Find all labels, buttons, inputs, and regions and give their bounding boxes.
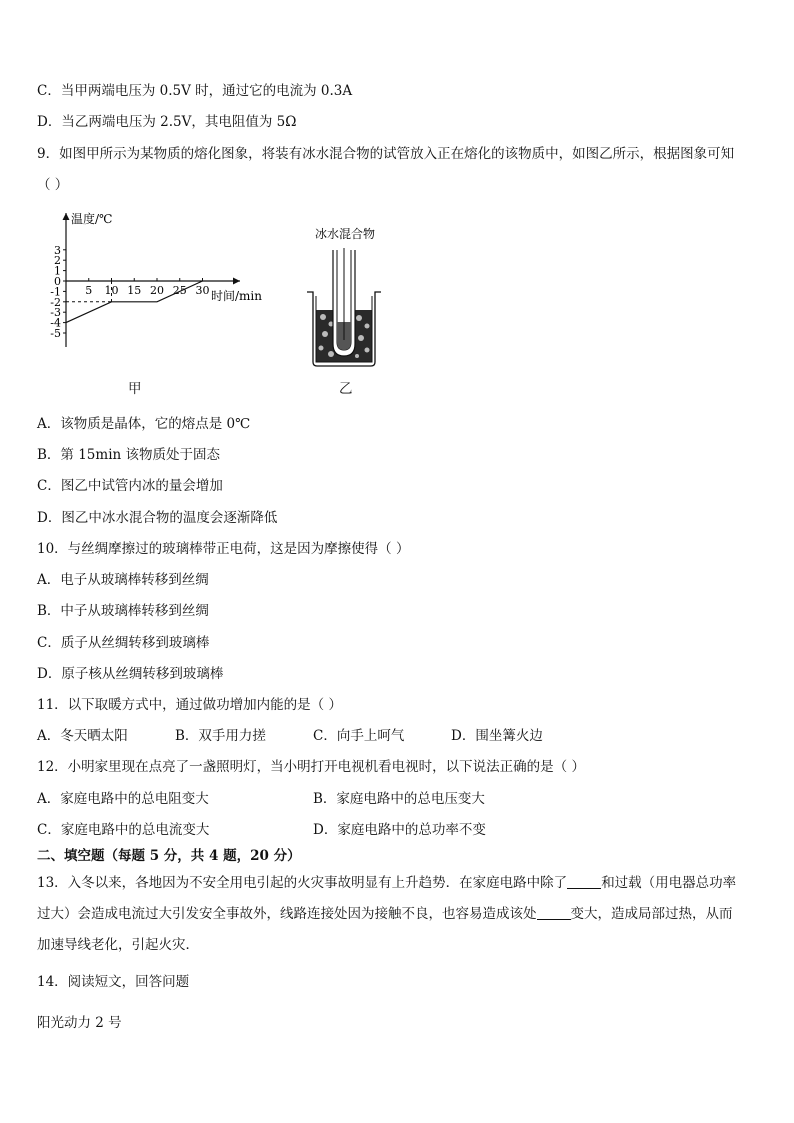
y-tick-label: 3 <box>54 243 61 257</box>
q9-stem: 9．如图甲所示为某物质的熔化图象，将装有冰水混合物的试管放入正在熔化的该物质中，如图乙所示，根据图象可知 <box>37 146 735 162</box>
q11-option-a: A．冬天晒太阳 <box>37 728 128 744</box>
x-tick-label: 10 <box>104 284 119 297</box>
x-tick-label: 25 <box>172 284 187 297</box>
x-axis-label: 时间/min <box>211 289 262 303</box>
q12-option-b: B．家庭电路中的总电压变大 <box>313 791 485 807</box>
beaker-figure <box>295 222 395 370</box>
y-tick-label: -4 <box>50 316 61 330</box>
q10-stem: 10．与丝绸摩擦过的玻璃棒带正电荷，这是因为摩擦使得（ ） <box>37 541 410 557</box>
q13-line3: 加速导线老化，引起火灾． <box>37 937 199 953</box>
beaker-label: 冰水混合物 <box>314 227 376 241</box>
q13-blank-2[interactable] <box>537 905 571 920</box>
q13-line1 <box>37 874 736 892</box>
y-tick-label: -3 <box>50 306 61 320</box>
y-tick-label: 0 <box>54 275 61 288</box>
q11-option-b: B．双手用力搓 <box>175 728 266 744</box>
q9-option-c: C．图乙中试管内冰的量会增加 <box>37 478 223 494</box>
figure-yi-caption: 乙 <box>339 381 353 397</box>
q13-line2-text-b: 变大，造成局部过热，从而 <box>570 906 733 922</box>
q13-blank-1[interactable] <box>567 874 601 889</box>
x-tick-label: 30 <box>195 284 210 297</box>
q10-option-b: B．中子从玻璃棒转移到丝绸 <box>37 603 209 619</box>
q11-option-d: D．围坐篝火边 <box>451 728 543 744</box>
q9-option-b: B．第 15min 该物质处于固态 <box>37 447 220 463</box>
y-tick-label: -1 <box>50 285 61 299</box>
q14-stem: 14．阅读短文，回答问题 <box>37 974 190 990</box>
y-tick-label: -5 <box>50 327 61 340</box>
q14-subtitle: 阳光动力 2 号 <box>37 1015 122 1031</box>
q8-option-c: C．当甲两端电压为 0.5V 时，通过它的电流为 0.3A <box>37 83 353 99</box>
y-tick-label: -2 <box>50 295 61 309</box>
q13-line2 <box>37 905 733 923</box>
q9-option-d: D．图乙中冰水混合物的温度会逐渐降低 <box>37 510 278 526</box>
x-tick-label: 20 <box>150 284 164 297</box>
y-tick-label: 1 <box>54 264 61 278</box>
q12-stem: 12．小明家里现在点亮了一盏照明灯，当小明打开电视机看电视时，以下说法正确的是（ ） <box>37 759 585 775</box>
q10-option-d: D．原子核从丝绸转移到玻璃棒 <box>37 666 224 682</box>
q10-option-c: C．质子从丝绸转移到玻璃棒 <box>37 635 210 651</box>
y-tick-label: 2 <box>54 254 61 268</box>
x-tick-label: 5 <box>85 284 93 297</box>
q10-option-a: A．电子从玻璃棒转移到丝绸 <box>37 572 209 588</box>
q13-line1-text-b: 和过载（用电器总功率 <box>601 875 737 891</box>
melting-graph <box>40 205 280 365</box>
q9-option-a: A．该物质是晶体，它的熔点是 0℃ <box>37 416 251 432</box>
q9-stem-blank: （ ） <box>37 177 69 193</box>
x-tick-label: 15 <box>127 284 142 297</box>
q11-stem: 11．以下取暖方式中，通过做功增加内能的是（ ） <box>37 697 342 713</box>
q11-option-c: C．向手上呵气 <box>313 728 405 744</box>
q13-line1-text-a: 13．入冬以来，各地因为不安全用电引起的火灾事故明显有上升趋势．在家庭电路中除了 <box>37 875 568 891</box>
q12-option-c: C．家庭电路中的总电流变大 <box>37 822 210 838</box>
q8-option-d: D．当乙两端电压为 2.5V，其电阻值为 5Ω <box>37 114 297 130</box>
q13-line2-text-a: 过大）会造成电流过大引发安全事故外，线路连接处因为接触不良，也容易造成该处 <box>37 906 537 922</box>
y-axis-label: 温度/℃ <box>71 212 113 226</box>
q12-option-a: A．家庭电路中的总电阻变大 <box>37 791 209 807</box>
q12-option-d: D．家庭电路中的总功率不变 <box>313 822 486 838</box>
figure-jia-caption: 甲 <box>128 381 142 397</box>
section-title: 二、填空题（每题 5 分，共 4 题，20 分） <box>37 848 301 864</box>
